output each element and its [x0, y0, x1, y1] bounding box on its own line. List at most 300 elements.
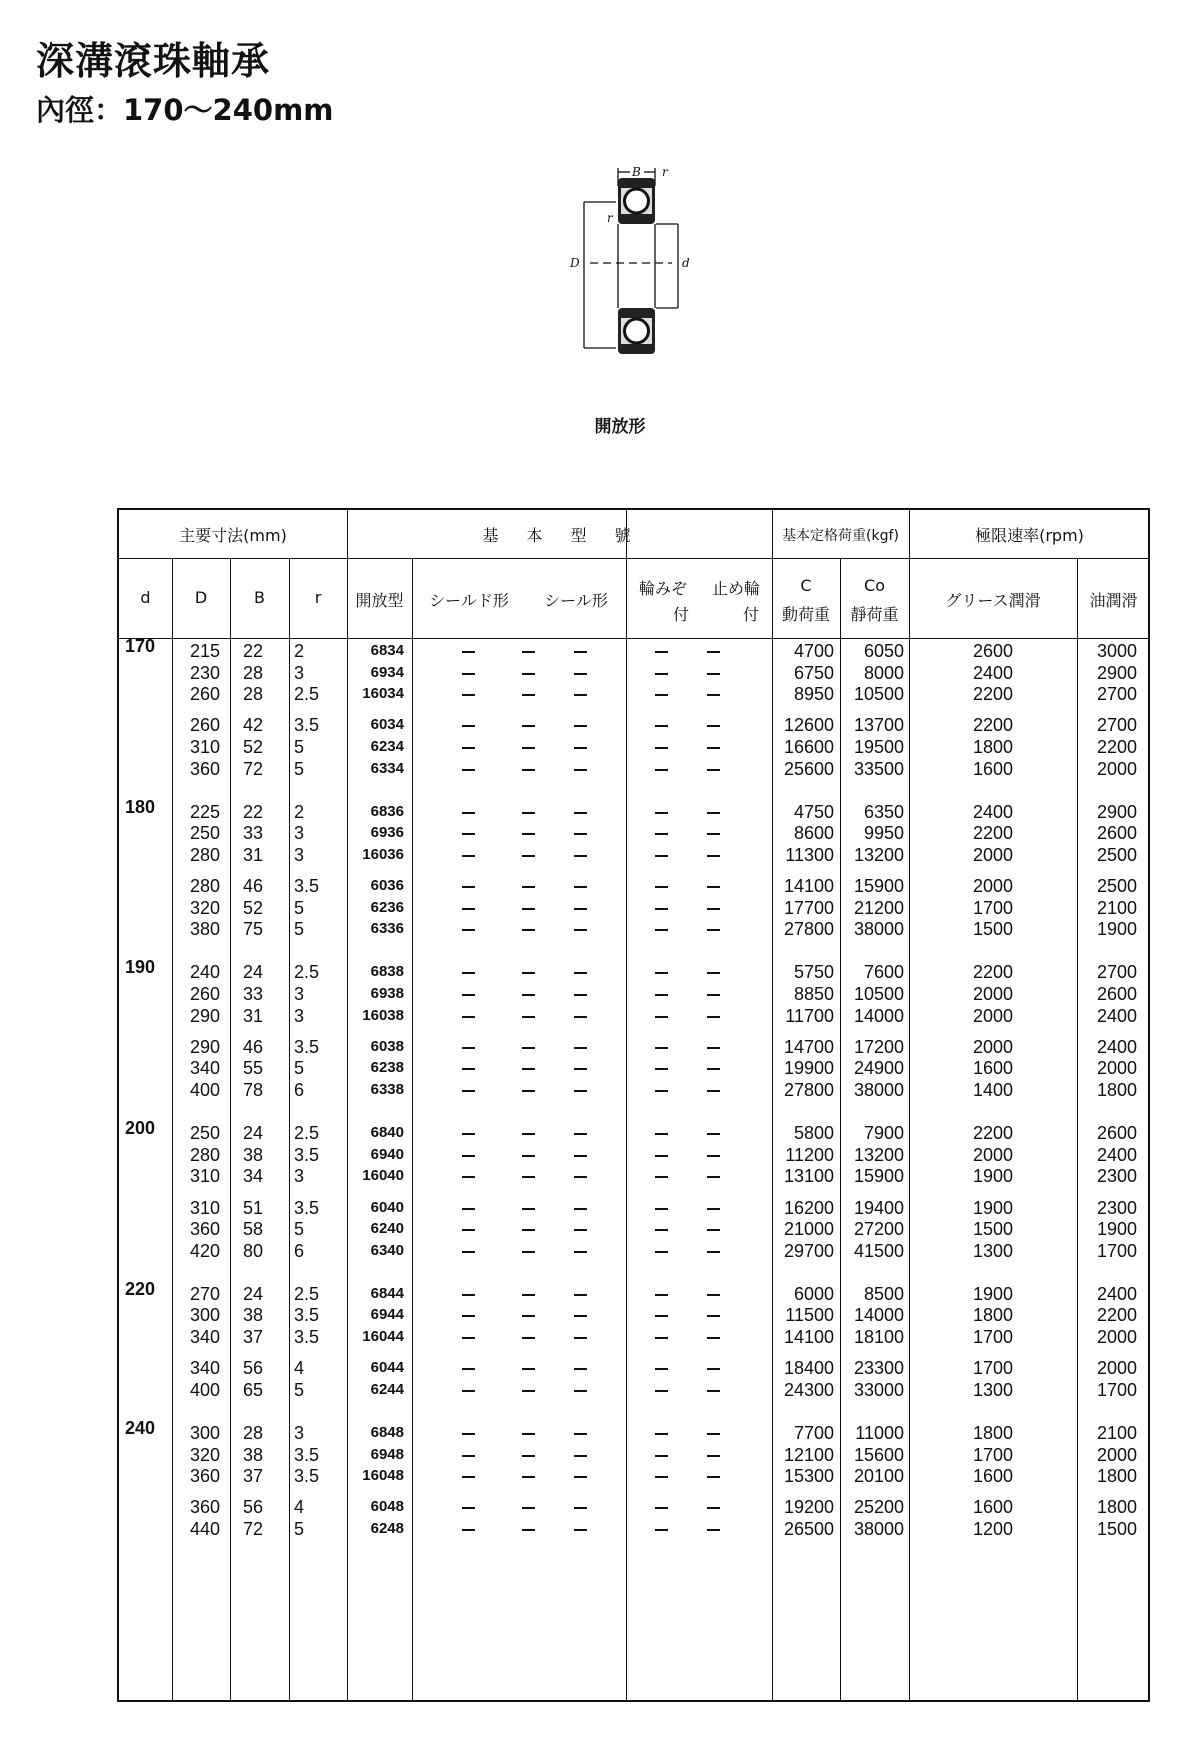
not-available-dash: [574, 833, 587, 835]
not-available-dash: [462, 1476, 475, 1478]
oil-speed-cell: 2600: [1096, 984, 1137, 1004]
not-available-dash: [462, 1155, 475, 1157]
col-rule: [347, 510, 348, 1700]
not-available-dash: [655, 994, 668, 996]
model-number-cell: 16040: [362, 1167, 404, 1185]
not-available-dash: [655, 1155, 668, 1157]
outer-diameter-cell: 360: [189, 758, 220, 779]
radius-cell: 6: [294, 1080, 305, 1100]
static-load-cell: 15900: [853, 1166, 904, 1187]
dynamic-load-cell: 21000: [783, 1219, 834, 1240]
static-load-cell: 17200: [853, 1036, 904, 1057]
page-subtitle: 內徑：170～240mm: [36, 93, 334, 127]
width-cell: 37: [243, 1466, 264, 1487]
bore-diameter-group: 170: [125, 636, 156, 656]
model-number-cell: 6340: [370, 1241, 404, 1259]
not-available-dash: [707, 1208, 720, 1210]
radius-cell: 3.5: [294, 1305, 320, 1326]
not-available-dash: [462, 1294, 475, 1296]
dynamic-load-cell: 14100: [783, 876, 834, 897]
not-available-dash: [462, 886, 475, 888]
model-number-cell: 6236: [370, 898, 404, 916]
not-available-dash: [462, 994, 475, 996]
width-cell: 65: [243, 1379, 264, 1400]
not-available-dash: [462, 812, 475, 814]
radius-cell: 3.5: [294, 1036, 320, 1057]
not-available-dash: [707, 994, 720, 996]
static-load-cell: 15900: [853, 876, 904, 897]
outer-diameter-cell: 225: [189, 801, 220, 822]
grease-speed-cell: 1600: [973, 1466, 1014, 1487]
model-number-cell: 6936: [370, 824, 404, 842]
col-rule: [840, 558, 841, 1700]
radius-cell: 2: [294, 801, 305, 822]
grease-speed-cell: 1800: [973, 737, 1014, 757]
not-available-dash: [574, 1229, 587, 1231]
not-available-dash: [707, 1294, 720, 1296]
radius-cell: 5: [294, 1219, 305, 1240]
outer-diameter-cell: 290: [189, 1036, 220, 1057]
width-cell: 22: [243, 641, 264, 661]
model-number-cell: 6248: [370, 1519, 404, 1537]
col-header-stop-bottom: 付: [742, 605, 759, 624]
label-r-side: r: [607, 211, 613, 225]
not-available-dash: [522, 1229, 535, 1231]
oil-speed-cell: 2400: [1096, 1144, 1137, 1165]
dynamic-load-cell: 18400: [783, 1358, 834, 1379]
not-available-dash: [462, 673, 475, 675]
radius-cell: 5: [294, 1379, 305, 1400]
static-load-cell: 8000: [863, 662, 904, 683]
header-rule: [119, 558, 1148, 559]
not-available-dash: [707, 1433, 720, 1435]
page-title: 深溝滾珠軸承: [36, 39, 271, 83]
oil-speed-cell: 2500: [1096, 876, 1137, 897]
not-available-dash: [707, 769, 720, 771]
width-cell: 52: [243, 897, 264, 918]
not-available-dash: [462, 1251, 475, 1253]
not-available-dash: [462, 769, 475, 771]
col-header-snap-top: 輪みぞ: [638, 579, 687, 598]
not-available-dash: [655, 1390, 668, 1392]
dynamic-load-cell: 8850: [793, 984, 834, 1004]
dynamic-load-cell: 11300: [785, 844, 834, 865]
static-load-cell: 24900: [853, 1058, 904, 1079]
width-cell: 72: [243, 758, 264, 779]
not-available-dash: [655, 1294, 668, 1296]
not-available-dash: [462, 1133, 475, 1135]
outer-diameter-cell: 270: [189, 1283, 220, 1304]
radius-cell: 5: [294, 758, 305, 779]
width-cell: 42: [243, 715, 264, 736]
model-number-cell: 16048: [362, 1467, 404, 1485]
not-available-dash: [707, 972, 720, 974]
grease-speed-cell: 1700: [973, 1327, 1014, 1347]
not-available-dash: [462, 1433, 475, 1435]
model-number-cell: 6836: [370, 802, 404, 820]
not-available-dash: [655, 1251, 668, 1253]
not-available-dash: [707, 651, 720, 653]
model-number-cell: 6338: [370, 1081, 404, 1098]
not-available-dash: [707, 1315, 720, 1317]
not-available-dash: [574, 1176, 587, 1178]
not-available-dash: [655, 1208, 668, 1210]
grease-speed-cell: 1700: [973, 897, 1014, 918]
width-cell: 33: [243, 823, 264, 844]
not-available-dash: [707, 1068, 720, 1070]
outer-diameter-cell: 310: [189, 1197, 220, 1218]
not-available-dash: [574, 1068, 587, 1070]
not-available-dash: [574, 694, 587, 696]
outer-diameter-cell: 280: [189, 844, 220, 865]
width-cell: 75: [243, 919, 264, 940]
outer-diameter-cell: 300: [189, 1305, 220, 1326]
col-header-co-bottom: 靜荷重: [850, 605, 899, 624]
static-load-cell: 38000: [853, 1080, 904, 1100]
outer-diameter-cell: 360: [189, 1219, 220, 1240]
not-available-dash: [655, 1176, 668, 1178]
oil-speed-cell: 2000: [1096, 1358, 1137, 1379]
radius-cell: 3: [294, 844, 305, 865]
not-available-dash: [522, 886, 535, 888]
not-available-dash: [707, 886, 720, 888]
grease-speed-cell: 1800: [973, 1305, 1014, 1326]
model-number-cell: 16034: [362, 685, 404, 703]
dynamic-load-cell: 5750: [793, 962, 834, 983]
dynamic-load-cell: 8600: [793, 823, 834, 844]
col-header-open: 開放型: [355, 591, 404, 610]
not-available-dash: [522, 1433, 535, 1435]
dynamic-load-cell: 19200: [783, 1497, 834, 1518]
not-available-dash: [707, 1133, 720, 1135]
not-available-dash: [522, 929, 535, 931]
oil-speed-cell: 2200: [1096, 1305, 1137, 1326]
not-available-dash: [655, 1016, 668, 1018]
bore-diameter-group: 200: [125, 1118, 156, 1139]
radius-cell: 6: [294, 1240, 305, 1261]
not-available-dash: [655, 929, 668, 931]
not-available-dash: [522, 972, 535, 974]
model-number-cell: 6238: [370, 1059, 404, 1077]
outer-diameter-cell: 400: [189, 1379, 220, 1400]
not-available-dash: [655, 769, 668, 771]
not-available-dash: [707, 673, 720, 675]
not-available-dash: [655, 1315, 668, 1317]
radius-cell: 3: [294, 1422, 305, 1443]
width-cell: 46: [243, 876, 264, 897]
grease-speed-cell: 2200: [973, 684, 1014, 705]
grease-speed-cell: 1700: [973, 1358, 1014, 1379]
col-header-grease: グリース潤滑: [945, 591, 1041, 610]
width-cell: 56: [243, 1497, 264, 1518]
dynamic-load-cell: 26500: [783, 1518, 834, 1539]
not-available-dash: [522, 812, 535, 814]
outer-diameter-cell: 215: [189, 641, 220, 661]
not-available-dash: [462, 1068, 475, 1070]
not-available-dash: [462, 855, 475, 857]
not-available-dash: [522, 1315, 535, 1317]
not-available-dash: [655, 1047, 668, 1049]
dynamic-load-cell: 16200: [783, 1197, 834, 1218]
not-available-dash: [655, 908, 668, 910]
not-available-dash: [655, 972, 668, 974]
radius-cell: 2.5: [294, 1123, 320, 1144]
not-available-dash: [655, 1337, 668, 1339]
not-available-dash: [707, 1047, 720, 1049]
not-available-dash: [574, 1047, 587, 1049]
grease-speed-cell: 2200: [973, 715, 1014, 736]
not-available-dash: [522, 1176, 535, 1178]
label-d: d: [682, 256, 690, 270]
not-available-dash: [462, 747, 475, 749]
outer-diameter-cell: 440: [189, 1518, 220, 1539]
not-available-dash: [655, 1229, 668, 1231]
not-available-dash: [707, 812, 720, 814]
not-available-dash: [574, 1294, 587, 1296]
static-load-cell: 15600: [853, 1444, 904, 1465]
model-number-cell: 6336: [370, 920, 404, 938]
radius-cell: 4: [294, 1497, 305, 1518]
dynamic-load-cell: 12600: [783, 715, 834, 736]
not-available-dash: [707, 1155, 720, 1157]
grease-speed-cell: 2200: [973, 962, 1014, 983]
model-number-cell: 6844: [370, 1284, 404, 1302]
radius-cell: 3.5: [294, 715, 320, 736]
width-cell: 55: [243, 1058, 264, 1079]
radius-cell: 2.5: [294, 1283, 320, 1304]
not-available-dash: [522, 1390, 535, 1392]
oil-speed-cell: 2100: [1096, 897, 1137, 918]
model-number-cell: 6240: [370, 1220, 404, 1238]
bore-diameter-group: 220: [125, 1278, 156, 1299]
not-available-dash: [574, 1390, 587, 1392]
oil-speed-cell: 2700: [1096, 684, 1137, 705]
not-available-dash: [522, 1251, 535, 1253]
not-available-dash: [707, 1390, 720, 1392]
dynamic-load-cell: 7700: [793, 1422, 834, 1443]
static-load-cell: 13200: [853, 844, 904, 865]
radius-cell: 5: [294, 919, 305, 940]
not-available-dash: [522, 1047, 535, 1049]
not-available-dash: [655, 1068, 668, 1070]
oil-speed-cell: 2600: [1096, 1123, 1137, 1144]
not-available-dash: [574, 886, 587, 888]
model-number-cell: 6934: [370, 663, 404, 681]
dynamic-load-cell: 29700: [783, 1240, 834, 1261]
col-header-r: r: [314, 588, 322, 607]
oil-speed-cell: 2100: [1096, 1422, 1137, 1443]
not-available-dash: [574, 908, 587, 910]
static-load-cell: 7900: [863, 1123, 904, 1144]
outer-diameter-cell: 400: [189, 1080, 220, 1100]
dynamic-load-cell: 13100: [783, 1166, 834, 1187]
width-cell: 38: [243, 1444, 264, 1465]
model-number-cell: 16038: [362, 1006, 404, 1024]
not-available-dash: [522, 1368, 535, 1370]
bore-diameter-group: 240: [125, 1417, 156, 1438]
grease-speed-cell: 1300: [973, 1240, 1014, 1261]
static-load-cell: 6050: [863, 641, 904, 661]
not-available-dash: [655, 1368, 668, 1370]
radius-cell: 3.5: [294, 1197, 320, 1218]
width-cell: 33: [243, 984, 264, 1004]
not-available-dash: [522, 1068, 535, 1070]
grease-speed-cell: 1200: [973, 1518, 1014, 1539]
oil-speed-cell: 2000: [1096, 1058, 1137, 1079]
not-available-dash: [574, 994, 587, 996]
not-available-dash: [462, 694, 475, 696]
oil-speed-cell: 1900: [1096, 1219, 1137, 1240]
oil-speed-cell: 2000: [1096, 1327, 1137, 1347]
width-cell: 22: [243, 801, 264, 822]
not-available-dash: [655, 1507, 668, 1509]
width-cell: 58: [243, 1219, 264, 1240]
not-available-dash: [522, 833, 535, 835]
dynamic-load-cell: 6000: [793, 1283, 834, 1304]
dynamic-load-cell: 6750: [793, 662, 834, 683]
not-available-dash: [707, 855, 720, 857]
not-available-dash: [522, 1337, 535, 1339]
grease-speed-cell: 2400: [973, 801, 1014, 822]
model-number-cell: 6840: [370, 1124, 404, 1142]
not-available-dash: [462, 929, 475, 931]
grease-speed-cell: 1400: [973, 1080, 1014, 1100]
not-available-dash: [655, 1476, 668, 1478]
model-number-cell: 6048: [370, 1498, 404, 1516]
model-number-cell: 16036: [362, 845, 404, 863]
width-cell: 28: [243, 1422, 264, 1443]
grease-speed-cell: 2200: [973, 823, 1014, 844]
col-header-co-top: Co: [864, 576, 885, 595]
width-cell: 56: [243, 1358, 264, 1379]
col-header-snap-bottom: 付: [672, 605, 689, 624]
not-available-dash: [707, 1507, 720, 1509]
outer-diameter-cell: 260: [189, 715, 220, 736]
radius-cell: 3: [294, 823, 305, 844]
col-header-shield: シールド形: [429, 591, 509, 610]
oil-speed-cell: 1700: [1096, 1379, 1137, 1400]
not-available-dash: [707, 908, 720, 910]
oil-speed-cell: 1800: [1096, 1080, 1137, 1100]
radius-cell: 2.5: [294, 962, 320, 983]
radius-cell: 3.5: [294, 876, 320, 897]
static-load-cell: 7600: [863, 962, 904, 983]
oil-speed-cell: 2400: [1096, 1283, 1137, 1304]
static-load-cell: 8500: [863, 1283, 904, 1304]
model-number-cell: 6040: [370, 1198, 404, 1216]
outer-diameter-cell: 250: [189, 1123, 220, 1144]
not-available-dash: [462, 1315, 475, 1317]
not-available-dash: [655, 747, 668, 749]
not-available-dash: [522, 1529, 535, 1531]
grease-speed-cell: 2400: [973, 662, 1014, 683]
bore-diameter-group: 180: [125, 796, 156, 817]
not-available-dash: [462, 1337, 475, 1339]
model-number-cell: 6938: [370, 985, 404, 1002]
model-number-cell: 6838: [370, 963, 404, 981]
dynamic-load-cell: 11200: [785, 1144, 834, 1165]
outer-diameter-cell: 230: [189, 662, 220, 683]
not-available-dash: [655, 1433, 668, 1435]
not-available-dash: [655, 855, 668, 857]
static-load-cell: 27200: [853, 1219, 904, 1240]
col-header-seal: シール形: [544, 591, 608, 610]
not-available-dash: [462, 1176, 475, 1178]
not-available-dash: [574, 855, 587, 857]
width-cell: 28: [243, 662, 264, 683]
not-available-dash: [655, 1133, 668, 1135]
width-cell: 24: [243, 1283, 264, 1304]
dynamic-load-cell: 15300: [783, 1466, 834, 1487]
not-available-dash: [655, 1090, 668, 1092]
grease-speed-cell: 1600: [973, 1497, 1014, 1518]
model-number-cell: 16044: [362, 1328, 404, 1345]
static-load-cell: 11000: [855, 1422, 904, 1443]
not-available-dash: [574, 747, 587, 749]
static-load-cell: 25200: [853, 1497, 904, 1518]
grease-speed-cell: 2600: [973, 641, 1014, 661]
not-available-dash: [522, 908, 535, 910]
not-available-dash: [655, 1529, 668, 1531]
not-available-dash: [655, 725, 668, 727]
outer-diameter-cell: 320: [189, 897, 220, 918]
not-available-dash: [707, 1337, 720, 1339]
static-load-cell: 18100: [853, 1327, 904, 1347]
grease-speed-cell: 2000: [973, 984, 1014, 1004]
not-available-dash: [522, 694, 535, 696]
oil-speed-cell: 2300: [1096, 1166, 1137, 1187]
grease-speed-cell: 1800: [973, 1422, 1014, 1443]
not-available-dash: [462, 1368, 475, 1370]
outer-diameter-cell: 240: [189, 962, 220, 983]
oil-speed-cell: 1700: [1096, 1240, 1137, 1261]
outer-diameter-cell: 310: [189, 1166, 220, 1187]
not-available-dash: [522, 1016, 535, 1018]
not-available-dash: [462, 972, 475, 974]
col-header-d: d: [140, 588, 151, 607]
not-available-dash: [522, 673, 535, 675]
outer-diameter-cell: 280: [189, 1144, 220, 1165]
oil-speed-cell: 2000: [1096, 1444, 1137, 1465]
outer-diameter-cell: 320: [189, 1444, 220, 1465]
outer-diameter-cell: 280: [189, 876, 220, 897]
not-available-dash: [574, 1016, 587, 1018]
width-cell: 24: [243, 1123, 264, 1144]
not-available-dash: [707, 725, 720, 727]
model-number-cell: 6036: [370, 877, 404, 895]
width-cell: 80: [243, 1240, 264, 1261]
static-load-cell: 33000: [853, 1379, 904, 1400]
not-available-dash: [522, 651, 535, 653]
col-rule: [909, 510, 910, 1700]
not-available-dash: [707, 1016, 720, 1018]
radius-cell: 2.5: [294, 684, 320, 705]
model-number-cell: 6834: [370, 642, 404, 659]
oil-speed-cell: 1500: [1096, 1518, 1137, 1539]
not-available-dash: [574, 929, 587, 931]
not-available-dash: [655, 833, 668, 835]
not-available-dash: [707, 1368, 720, 1370]
not-available-dash: [574, 1337, 587, 1339]
not-available-dash: [574, 1368, 587, 1370]
grease-speed-cell: 1500: [973, 1219, 1014, 1240]
oil-speed-cell: 2500: [1096, 844, 1137, 865]
radius-cell: 3.5: [294, 1327, 320, 1347]
not-available-dash: [574, 1433, 587, 1435]
not-available-dash: [462, 1390, 475, 1392]
not-available-dash: [707, 1455, 720, 1457]
not-available-dash: [574, 1090, 587, 1092]
